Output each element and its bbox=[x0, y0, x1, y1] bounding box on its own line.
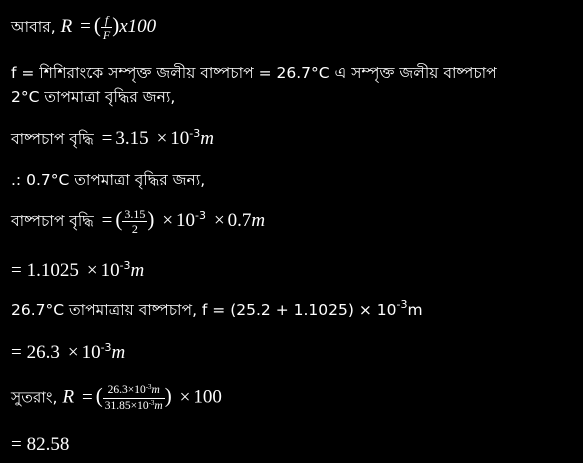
therefore-line: .: 0.7°C তাপমাত্রা বৃদ্ধির জন্য, bbox=[11, 171, 206, 189]
exponent: -3 bbox=[195, 209, 207, 222]
unit: m bbox=[251, 210, 266, 231]
ratio-formula-line bbox=[11, 14, 156, 41]
unit: m bbox=[407, 301, 423, 319]
left-paren: ( bbox=[115, 207, 123, 231]
exponent: -3 bbox=[189, 127, 201, 140]
symbol-r: R bbox=[62, 386, 75, 408]
vapour-pressure-result-line bbox=[11, 338, 125, 363]
numerator-exponent: -3 bbox=[145, 383, 152, 391]
right-paren: ) bbox=[112, 13, 120, 37]
condition-line: 2°C তাপমাত্রা বৃদ্ধির জন্য, bbox=[11, 88, 176, 106]
numerator-unit: m bbox=[151, 384, 160, 396]
right-paren: ) bbox=[164, 383, 172, 408]
times-sign: × bbox=[86, 260, 98, 281]
numerator-value: 26.3×10 bbox=[107, 384, 146, 396]
unit: m bbox=[130, 260, 145, 281]
hundred: 100 bbox=[193, 386, 222, 408]
fraction-denominator: 2 bbox=[131, 222, 138, 236]
value: 26.3 bbox=[26, 342, 60, 363]
unit: m bbox=[200, 128, 214, 149]
value: 3.15 bbox=[115, 128, 149, 149]
ratio-fraction bbox=[122, 208, 147, 235]
times-sign: × bbox=[179, 386, 191, 408]
equals-sign: = bbox=[11, 434, 22, 455]
definition-line: f = শিশিরাংকে সম্পৃক্ত জলীয় বাষ্পচাপ = 26.7°C এ সম্পৃক্ত জলীয় বাষ্পচাপ bbox=[11, 64, 497, 82]
final-result-line bbox=[11, 435, 69, 455]
equals-sign: = bbox=[11, 260, 22, 281]
pressure-increase-line bbox=[11, 124, 214, 149]
fraction-denominator bbox=[103, 399, 165, 413]
line-text: 26.7°C তাপমাত্রায় বাষ্পচাপ, f = (25.2 + 1.1025) × 10 bbox=[11, 301, 397, 319]
vapour-pressure-line bbox=[11, 295, 423, 320]
line-prefix: সুতরাং, bbox=[11, 388, 58, 407]
final-value: 82.58 bbox=[26, 434, 70, 455]
ten-base: 10 bbox=[170, 128, 190, 149]
times-sign: × bbox=[156, 128, 168, 149]
f-over-F-fraction bbox=[101, 14, 112, 41]
pressure-ratio-fraction bbox=[103, 384, 165, 412]
value: 1.1025 bbox=[26, 260, 79, 281]
fraction-denominator: F bbox=[102, 28, 111, 42]
unit: m bbox=[111, 342, 126, 363]
line-prefix: আবার, bbox=[11, 18, 56, 36]
value: 0.7 bbox=[227, 210, 252, 231]
equals-sign: = bbox=[101, 128, 113, 149]
equals-sign: = bbox=[101, 210, 113, 231]
exponent: -3 bbox=[119, 259, 131, 272]
fraction-numerator: 3.15 bbox=[124, 207, 146, 221]
left-paren: ( bbox=[93, 13, 101, 37]
equals-sign: = bbox=[81, 386, 93, 408]
equals-sign: = bbox=[11, 342, 22, 363]
right-paren: ) bbox=[147, 207, 155, 231]
line-label: বাষ্পচাপ বৃদ্ধি bbox=[11, 130, 94, 148]
final-ratio-line bbox=[11, 384, 222, 412]
ten-base: 10 bbox=[100, 260, 120, 281]
times-sign: × bbox=[67, 342, 79, 363]
fraction-numerator: f bbox=[101, 14, 112, 28]
symbol-r: R bbox=[60, 16, 73, 37]
scaled-increase-line bbox=[11, 206, 265, 235]
times-hundred: x100 bbox=[119, 16, 157, 37]
exponent: -3 bbox=[396, 298, 408, 311]
equals-sign: = bbox=[80, 16, 91, 37]
denominator-exponent: -3 bbox=[148, 398, 155, 407]
times-sign: × bbox=[213, 210, 225, 231]
denominator-unit: m bbox=[154, 399, 163, 412]
left-paren: ( bbox=[95, 383, 103, 408]
fraction-numerator bbox=[103, 384, 165, 399]
line-label: বাষ্পচাপ বৃদ্ধি bbox=[11, 212, 94, 230]
ten-base: 10 bbox=[176, 210, 196, 231]
result-increase-line bbox=[11, 256, 144, 281]
ten-base: 10 bbox=[81, 342, 101, 363]
times-sign: × bbox=[162, 210, 174, 231]
denominator-value: 31.85×10 bbox=[104, 399, 149, 412]
exponent: -3 bbox=[100, 341, 112, 354]
